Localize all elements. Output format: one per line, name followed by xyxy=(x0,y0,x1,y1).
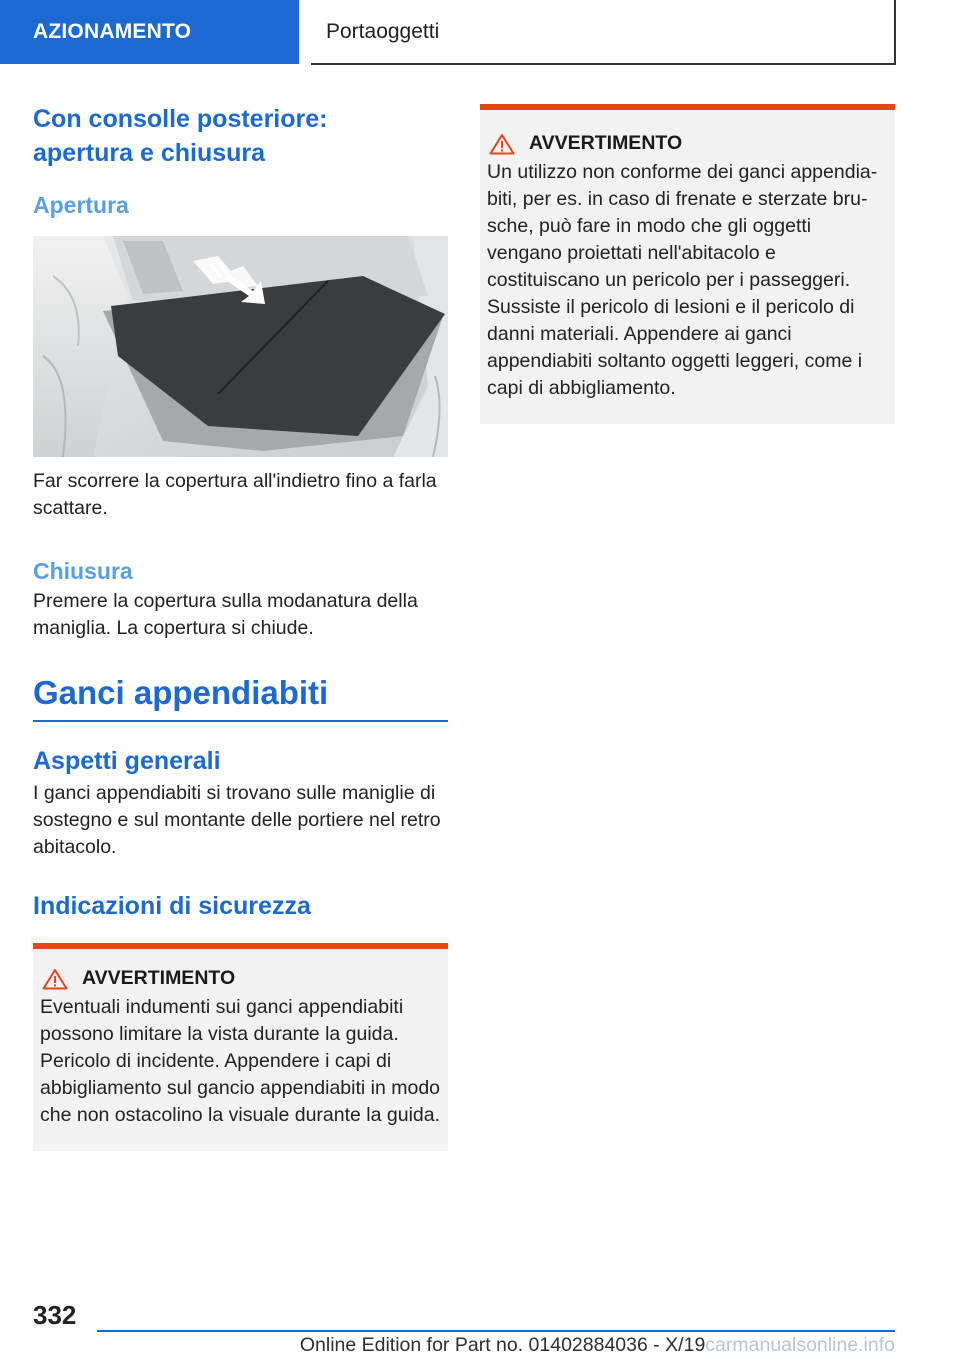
left-column xyxy=(33,102,448,1151)
safety-heading: Indicazioni di sicurezza xyxy=(33,892,311,920)
opening-text: Far scorrere la copertura all'indietro fino a farla scattare. xyxy=(33,470,437,519)
warning-header xyxy=(40,967,441,990)
section-title: Con consolle posteriore: apertura e chiusura xyxy=(33,105,328,167)
closing-heading: Chiusura xyxy=(33,558,133,584)
page-number: 332 xyxy=(33,1300,77,1330)
opening-heading: Apertura xyxy=(33,192,129,218)
warning-box-left xyxy=(33,943,448,1151)
closing-text: Premere la copertura sulla modanatura della maniglia. La copertura si chiude. xyxy=(33,590,418,639)
edition-text: Online Edition for Part no. 01402884036 - X/19 xyxy=(299,1334,706,1356)
warning-triangle-icon xyxy=(489,133,515,155)
right-column xyxy=(480,104,895,424)
warning-triangle-icon xyxy=(42,968,68,990)
topic-title: Portaoggetti xyxy=(311,0,896,65)
warning-box-right xyxy=(480,104,895,424)
site-watermark: carmanualsonline.info xyxy=(705,1334,895,1356)
footer-edition xyxy=(97,1330,895,1362)
hooks-title: Ganci appendiabiti xyxy=(33,674,329,711)
console-image xyxy=(33,236,448,457)
general-heading: Aspetti generali xyxy=(33,747,221,775)
general-text: I ganci appendiabiti si trovano sulle maniglie di sostegno e sul montante delle portiere nel retro abitacolo. xyxy=(33,782,441,858)
console-cover-illustration xyxy=(33,236,448,457)
section-tab: AZIONAMENTO xyxy=(0,0,299,64)
warning-text: Eventuali indumenti sui ganci appendiabiti possono limitare la vista durante la guida. Pericolo di incidente. Appendere i capi di abbigliamento sul gancio appendiabiti in modo che non ostacolino la visuale durante la guida. xyxy=(40,996,441,1126)
warning-header xyxy=(487,132,888,155)
title-rule xyxy=(33,720,448,722)
warning-text: Un utilizzo non conforme dei ganci appendiabiti, per es. in caso di frenate e sterzate brusche, può fare in modo che gli oggetti vengano proiettati nell'abitacolo e costituiscano un pericolo per i passeggeri. Sussiste il pericolo di lesioni e il pericolo di danni materiali. Appendere ai ganci appendiabiti soltanto oggetti leggeri, come i capi di abbigliamento. xyxy=(487,161,878,399)
warning-label: AVVERTIMENTO xyxy=(82,967,236,989)
warning-label: AVVERTIMENTO xyxy=(529,132,683,154)
